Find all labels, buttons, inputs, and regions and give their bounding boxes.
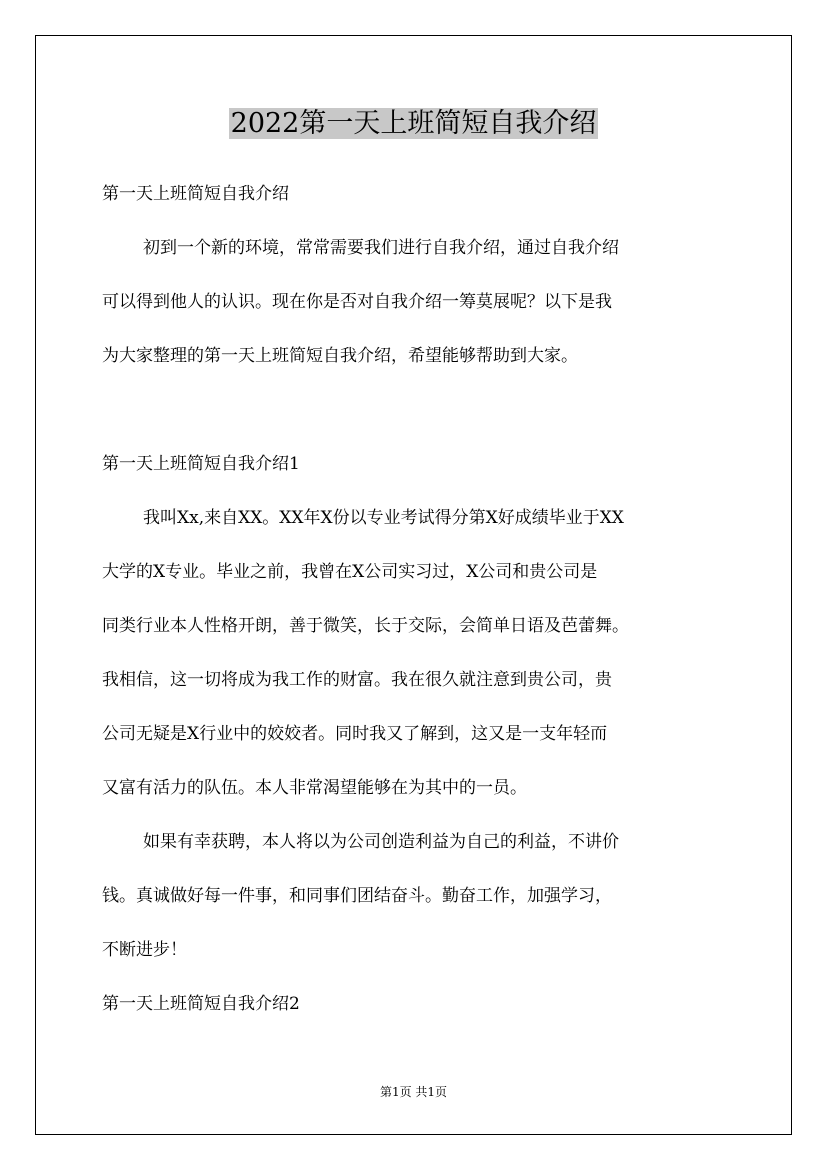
section2-heading: 第一天上班简短自我介绍2 xyxy=(102,994,300,1014)
section1-para1-line-4: 我相信，这一切将成为我工作的财富。我在很久就注意到贵公司，贵 xyxy=(102,670,612,690)
section1-para2-line-3: 不断进步！ xyxy=(102,940,187,960)
section1-para2-line-1: 如果有幸获聘，本人将以为公司创造利益为自己的利益，不讲价 xyxy=(143,832,619,852)
document-title-text: 2022第一天上班简短自我介绍 xyxy=(230,108,597,139)
section1-para1-line-2: 大学的X专业。毕业之前，我曾在X公司实习过，X公司和贵公司是 xyxy=(102,562,598,582)
section1-para1-line-1: 我叫Xx,来自XX。XX年X份以专业考试得分第X好成绩毕业于XX xyxy=(143,508,624,528)
intro-line-1: 初到一个新的环境，常常需要我们进行自我介绍，通过自我介绍 xyxy=(143,238,619,258)
section1-para2-line-2: 钱。真诚做好每一件事，和同事们团结奋斗。勤奋工作，加强学习， xyxy=(102,886,612,906)
section1-para1-line-6: 又富有活力的队伍。本人非常渴望能够在为其中的一员。 xyxy=(102,778,527,798)
intro-line-2: 可以得到他人的认识。现在你是否对自我介绍一筹莫展呢？以下是我 xyxy=(102,292,612,312)
section1-para1-line-5: 公司无疑是X行业中的姣姣者。同时我又了解到，这又是一支年轻而 xyxy=(102,724,608,744)
intro-heading: 第一天上班简短自我介绍 xyxy=(102,184,289,204)
section1-heading: 第一天上班简短自我介绍1 xyxy=(102,454,300,474)
section1-para1-line-3: 同类行业本人性格开朗，善于微笑，长于交际，会简单日语及芭蕾舞。 xyxy=(102,616,629,636)
page-footer: 第1页 共1页 xyxy=(379,1085,448,1099)
document-title xyxy=(0,104,827,144)
intro-line-3: 为大家整理的第一天上班简短自我介绍，希望能够帮助到大家。 xyxy=(102,346,578,366)
